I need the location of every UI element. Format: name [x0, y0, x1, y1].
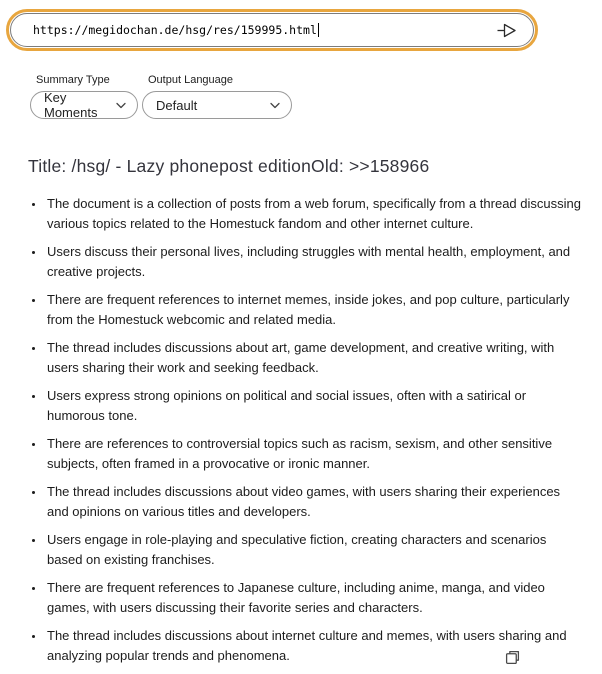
send-button[interactable] [494, 20, 520, 41]
url-value: https://megidochan.de/hsg/res/159995.html [33, 23, 317, 37]
list-item: • Users express strong opinions on political and social issues, often with a satirical or humorous tone. [45, 386, 583, 426]
list-item: • The thread includes discussions about art, game development, and creative writing, with users sharing their work and seeking feedback. [45, 338, 583, 378]
url-input[interactable] [33, 23, 486, 37]
copy-icon [505, 650, 520, 665]
summary-type-control [30, 74, 138, 119]
list-item: • The document is a collection of posts from a web forum, specifically from a thread discussing various topics related to the Homestuck fandom and other internet culture. [45, 194, 583, 234]
controls-row [30, 74, 292, 119]
list-item: • There are frequent references to Japanese culture, including anime, manga, and video games, with users discussing their favorite series and characters. [45, 578, 583, 618]
list-item: • There are references to controversial topics such as racism, sexism, and other sensitive subjects, often framed in a provocative or ironic manner. [45, 434, 583, 474]
list-item: • The thread includes discussions about video games, with users sharing their experiences and opinions on various titles and developers. [45, 482, 583, 522]
output-language-value: Default [156, 97, 198, 113]
text-cursor [318, 23, 319, 37]
send-icon [496, 22, 518, 39]
url-bar [10, 13, 534, 47]
summary-list [31, 194, 583, 674]
page-title: Title: /hsg/ - Lazy phonepost editionOld: >>158966 [28, 156, 430, 176]
list-item: • Users discuss their personal lives, including struggles with mental health, employment, and creative projects. [45, 242, 583, 282]
chevron-down-icon [116, 102, 126, 109]
summary-type-select[interactable] [30, 91, 138, 119]
chevron-down-icon [270, 102, 280, 109]
list-item: • The thread includes discussions about internet culture and memes, with users sharing and analyzing popular trends and phenomena. [45, 626, 583, 666]
summary-type-label: Summary Type [36, 74, 110, 86]
copy-button[interactable] [503, 648, 522, 667]
list-item: • Users engage in role-playing and speculative fiction, creating characters and scenarios based on existing franchises. [45, 530, 583, 570]
summary-type-value: Key Moments [44, 90, 98, 120]
output-language-select[interactable] [142, 91, 292, 119]
output-language-control [142, 74, 292, 119]
list-item: • There are frequent references to internet memes, inside jokes, and pop culture, particularly from the Homestuck webcomic and related media. [45, 290, 583, 330]
output-language-label: Output Language [148, 74, 234, 86]
